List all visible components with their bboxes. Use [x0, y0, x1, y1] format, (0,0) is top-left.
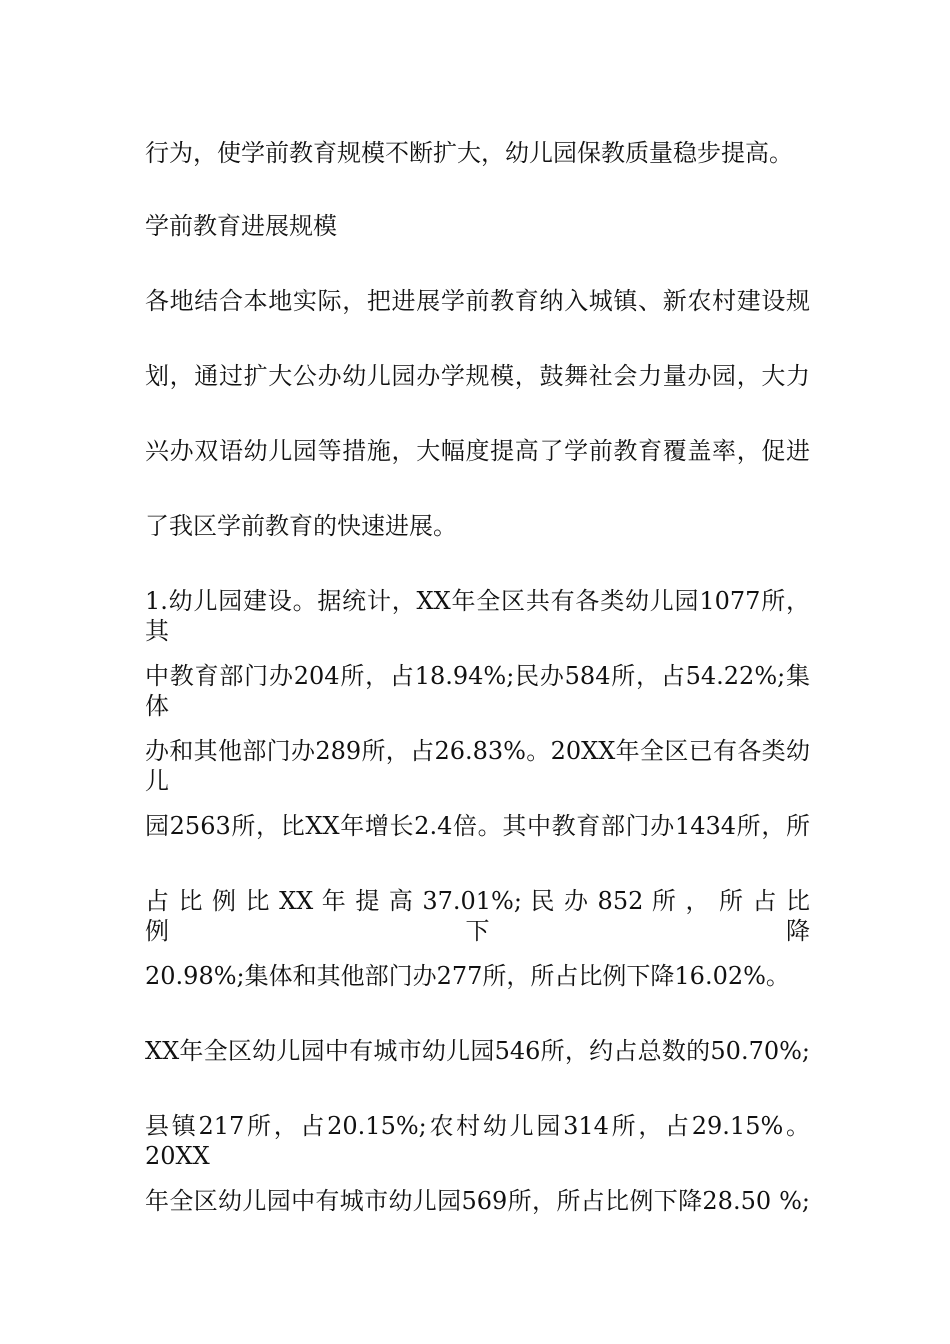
paragraph-line: 占 比 例 比 XX 年 提 高 37.01%; 民 办 852 所 ， 所 占 比 例 下 降 — [145, 887, 810, 945]
paragraph-line: 办和其他部门办289所，占26.83%。20XX年全区已有各类幼儿 — [145, 737, 810, 795]
paragraph-line: 划，通过扩大公办幼儿园办学规模，鼓舞社会力量办园，大力 — [145, 362, 810, 390]
paragraph-line: 县镇217所，占20.15%;农村幼儿园314所，占29.15%。20XX — [145, 1112, 810, 1170]
paragraph-line: 了我区学前教育的快速进展。 — [145, 512, 457, 540]
paragraph-line: 年全区幼儿园中有城市幼儿园569所，所占比例下降28.50 %; — [145, 1187, 810, 1215]
paragraph-line: 园2563所，比XX年增长2.4倍。其中教育部门办1434所，所 — [145, 812, 810, 840]
paragraph-line: 中教育部门办204所，占18.94%;民办584所，占54.22%;集体 — [145, 662, 810, 720]
paragraph-line: XX年全区幼儿园中有城市幼儿园546所，约占总数的50.70%; — [145, 1037, 810, 1065]
paragraph-line: 各地结合本地实际，把进展学前教育纳入城镇、新农村建设规 — [145, 287, 810, 315]
paragraph-line: 兴办双语幼儿园等措施，大幅度提高了学前教育覆盖率，促进 — [145, 437, 810, 465]
section-heading: 学前教育进展规模 — [145, 212, 337, 240]
paragraph-line: 20.98%;集体和其他部门办277所，所占比例下降16.02%。 — [145, 962, 790, 990]
paragraph-line: 1.幼儿园建设。据统计，XX年全区共有各类幼儿园1077所，其 — [145, 587, 810, 645]
paragraph-line: 行为，使学前教育规模不断扩大，幼儿园保教质量稳步提高。 — [145, 139, 793, 167]
